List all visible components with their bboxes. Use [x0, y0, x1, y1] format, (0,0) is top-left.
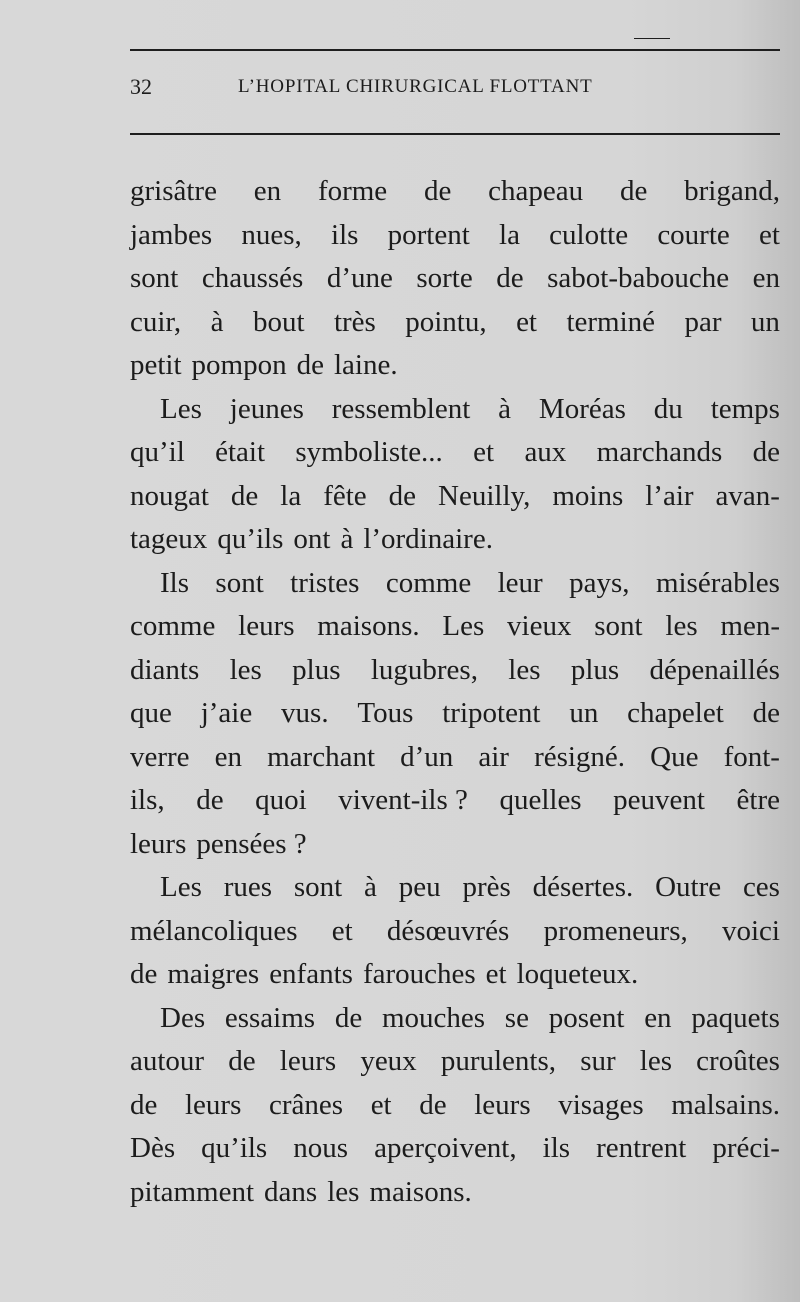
word: l’ordinaire. [363, 523, 493, 555]
body-text [130, 170, 780, 1214]
word: maigres [167, 958, 260, 990]
word: près [462, 871, 511, 903]
word: courte [657, 218, 730, 251]
word: préci- [712, 1132, 780, 1164]
word: leur [497, 566, 543, 599]
word: vieux [507, 610, 572, 642]
word: leurs [185, 1088, 242, 1121]
word: un [750, 305, 780, 338]
word: sont [594, 610, 643, 642]
word: de [334, 1001, 363, 1034]
text-line [130, 953, 780, 997]
word: air [478, 740, 509, 773]
page-header [130, 66, 780, 106]
word: j’aie [200, 697, 253, 729]
word: leurs [130, 827, 187, 860]
word: portent [387, 218, 470, 251]
word: les [639, 1045, 673, 1077]
text-line [130, 301, 780, 345]
word: fête [323, 479, 367, 512]
word: à [364, 871, 377, 903]
word: de [496, 262, 524, 294]
word: enfants [269, 958, 353, 990]
word: de [196, 784, 224, 816]
word: jeunes [229, 392, 304, 425]
word: un [569, 697, 599, 729]
word: dépenaillés [649, 653, 780, 686]
text-line [130, 562, 780, 606]
word: chapeau [488, 175, 584, 207]
word: nous [293, 1132, 349, 1164]
text-line [130, 997, 780, 1041]
word: de [296, 349, 324, 381]
word: Les [442, 610, 485, 642]
word: désœuvrés [386, 914, 510, 947]
word: sorte [416, 262, 473, 294]
word: les [508, 653, 541, 686]
word: symboliste... [295, 436, 443, 468]
text-line [130, 214, 780, 258]
text-line [130, 910, 780, 954]
text-line [130, 823, 780, 867]
text-line [130, 344, 780, 388]
word: purulents, [440, 1045, 557, 1077]
word: avan- [715, 479, 780, 512]
word: loqueteux. [516, 958, 639, 990]
text-line [130, 1127, 780, 1171]
page-number: 32 [130, 74, 152, 99]
word: comme [385, 566, 472, 599]
word: quelles [499, 784, 582, 816]
word: cuir, [130, 305, 182, 338]
word: Neuilly, [438, 479, 531, 512]
word: la [280, 479, 302, 512]
word: de [130, 958, 158, 990]
word: du [653, 392, 683, 425]
word: l’air [645, 479, 694, 512]
word: jambes [130, 218, 213, 251]
word: en [253, 175, 282, 207]
word: était [215, 436, 266, 468]
word: brigand, [684, 175, 780, 207]
word: les [229, 653, 262, 686]
word: de [419, 1088, 447, 1121]
word: vivent-ils ? [338, 784, 468, 816]
word: crânes [269, 1088, 344, 1121]
word: diants [130, 653, 200, 686]
word: les [665, 610, 698, 642]
word: aux [524, 436, 567, 468]
word: essaims [224, 1001, 316, 1034]
word: petit [130, 349, 182, 381]
text-line [130, 1171, 780, 1215]
word: leurs [474, 1088, 531, 1121]
word: pompon [191, 349, 287, 381]
word: sabot-babouche [547, 262, 730, 294]
word: plus [570, 653, 620, 686]
word: pitamment [130, 1175, 255, 1208]
word: promeneurs, [543, 914, 688, 947]
word: très [333, 305, 376, 338]
word: nues, [241, 218, 302, 251]
word: sont [215, 566, 264, 599]
word: Ils [160, 566, 189, 599]
word: sont [130, 262, 179, 294]
word: se [504, 1001, 529, 1034]
word: forme [317, 175, 388, 207]
word: pays, [569, 566, 630, 599]
text-line [130, 779, 780, 823]
word: désertes. [532, 871, 634, 903]
word: vus. [281, 697, 329, 729]
word: de [228, 1045, 256, 1077]
text-line [130, 475, 780, 519]
text-line [130, 605, 780, 649]
word: en [214, 740, 243, 773]
word: marchands [596, 436, 723, 468]
word: comme [130, 610, 216, 642]
word: la [499, 218, 520, 251]
word: ces [742, 871, 780, 903]
word: lugubres, [370, 653, 478, 686]
word: et [331, 914, 353, 947]
header-bottom-rule [130, 133, 780, 135]
word: Les [160, 871, 202, 903]
word: leurs [279, 1045, 337, 1077]
word: ils [331, 218, 359, 251]
word: culotte [549, 218, 629, 251]
word: par [684, 305, 722, 338]
word: Moréas [538, 392, 626, 425]
word: rentrent [596, 1132, 687, 1164]
text-line [130, 692, 780, 736]
word: de [752, 697, 780, 729]
word: temps [710, 392, 780, 425]
word: ils, [130, 784, 165, 816]
word: de [130, 1088, 158, 1121]
word: tripotent [442, 697, 541, 729]
word: peu [398, 871, 441, 903]
text-line [130, 1084, 780, 1128]
text-line [130, 736, 780, 780]
word: aperçoivent, [374, 1132, 517, 1164]
word: ont [293, 523, 331, 555]
word: Dès [130, 1132, 176, 1164]
word: autour [130, 1045, 205, 1077]
word: sur [580, 1045, 616, 1077]
word: verre [130, 740, 190, 773]
word: plus [292, 653, 341, 686]
word: croûtes [696, 1045, 780, 1077]
word: maisons. [317, 610, 420, 642]
word: qu’ils [217, 523, 284, 555]
word: moins [552, 479, 624, 512]
word: pensées ? [196, 827, 307, 860]
word: tageux [130, 523, 208, 555]
word: quoi [255, 784, 307, 816]
text-line [130, 388, 780, 432]
word: de [619, 175, 648, 207]
word: de [423, 175, 452, 207]
word: mouches [381, 1001, 486, 1034]
word: et [759, 218, 780, 251]
word: et [370, 1088, 392, 1121]
text-line [130, 866, 780, 910]
text-line [130, 518, 780, 562]
running-title: L’HOPITAL CHIRURGICAL FLOTTANT [238, 76, 593, 97]
word: misérables [655, 566, 780, 599]
word: de [752, 436, 780, 468]
word: terminé [566, 305, 656, 338]
word: chaussés [201, 262, 304, 294]
word: rues [223, 871, 273, 903]
word: Tous [357, 697, 414, 729]
word: pointu, [405, 305, 487, 338]
text-line [130, 257, 780, 301]
word: maisons. [369, 1175, 472, 1208]
word: visages [558, 1088, 644, 1121]
word: d’une [326, 262, 393, 294]
top-rule-mark [634, 38, 670, 39]
word: yeux [360, 1045, 417, 1077]
word: résigné. [534, 740, 626, 773]
word: Que [650, 740, 699, 773]
text-line [130, 1040, 780, 1084]
word: en [752, 262, 780, 294]
word: ils [542, 1132, 571, 1164]
word: et [485, 958, 507, 990]
word: à [340, 523, 354, 555]
word: men- [720, 610, 780, 642]
word: et [516, 305, 537, 338]
word: que [130, 697, 172, 729]
word: posent [548, 1001, 625, 1034]
word: ressemblent [331, 392, 471, 425]
word: et [473, 436, 495, 468]
word: tristes [290, 566, 360, 599]
word: leurs [238, 610, 295, 642]
word: grisâtre [130, 175, 217, 207]
text-line [130, 431, 780, 475]
word: font- [723, 740, 780, 773]
word: dans [264, 1175, 318, 1208]
text-line [130, 170, 780, 214]
word: paquets [691, 1001, 780, 1034]
word: Des [160, 1001, 206, 1034]
word: marchant [267, 740, 376, 773]
word: laine. [333, 349, 398, 381]
word: farouches [362, 958, 476, 990]
word: voici [721, 914, 780, 947]
word: bout [252, 305, 305, 338]
word: peuvent [613, 784, 705, 816]
word: qu’ils [201, 1132, 268, 1164]
word: de [230, 479, 259, 512]
word: chapelet [627, 697, 724, 729]
word: qu’il [130, 436, 185, 468]
word: à [498, 392, 512, 425]
text-line [130, 649, 780, 693]
word: à [210, 305, 224, 338]
word: les [327, 1175, 360, 1208]
word: mélancoliques [130, 914, 298, 947]
top-rule [130, 49, 780, 51]
word: d’un [400, 740, 454, 773]
word: malsains. [671, 1088, 780, 1121]
word: sont [293, 871, 343, 903]
word: nougat [130, 479, 209, 512]
word: de [388, 479, 417, 512]
word: Les [160, 392, 202, 425]
word: être [736, 784, 780, 816]
word: Outre [655, 871, 722, 903]
word: en [644, 1001, 672, 1034]
